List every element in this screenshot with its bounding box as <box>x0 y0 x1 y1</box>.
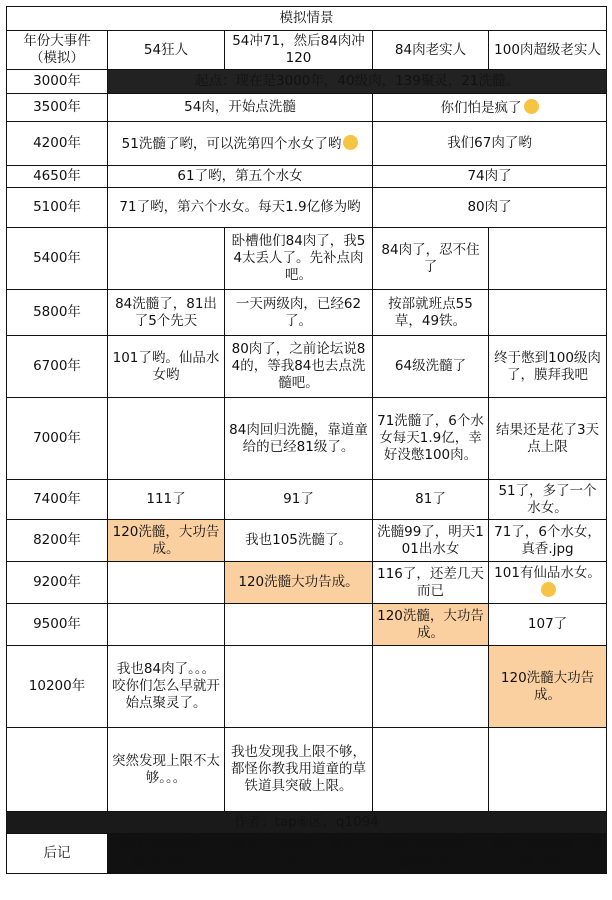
smirk-emoji-icon <box>541 582 556 597</box>
table-cell: 结果还是花了3天点上限 <box>489 398 607 480</box>
table-cell: 74肉了 <box>373 166 607 188</box>
table-cell <box>489 728 607 812</box>
table-cell: 91了 <box>225 480 373 520</box>
year-cell: 5400年 <box>7 228 108 290</box>
year-cell: 8200年 <box>7 520 108 562</box>
table-cell: 116了，还差几天而已 <box>373 562 489 604</box>
table-cell <box>373 728 489 812</box>
footer-cell: 预计15000年，聚灵228。 <box>108 834 225 874</box>
table-cell <box>489 562 607 604</box>
table-cell: 我们67肉了哟 <box>373 122 607 166</box>
table-cell: 卧槽他们84肉了，我54太丢人了。先补点肉吧。 <box>225 228 373 290</box>
year-cell: 7400年 <box>7 480 108 520</box>
year-cell: 7000年 <box>7 398 108 480</box>
year-cell: 3500年 <box>7 94 108 122</box>
table-cell: 120洗髓大功告成。 <box>489 646 607 728</box>
table-cell: 一天两级肉，已经62了。 <box>225 290 373 336</box>
table-cell: 我也105洗髓了。 <box>225 520 373 562</box>
year-cell: 5100年 <box>7 188 108 228</box>
year-cell: 10200年 <box>7 646 108 728</box>
table-cell: 84肉回归洗髓，靠道童给的已经81级了。 <box>225 398 373 480</box>
table-cell: 71了，6个水女，真香.jpg <box>489 520 607 562</box>
table-cell: 107了 <box>489 604 607 646</box>
table-cell: 80肉了 <box>373 188 607 228</box>
header-col-54-to-71: 54冲71，然后84肉冲120 <box>225 31 373 70</box>
table-cell: 120洗髓大功告成。 <box>225 562 373 604</box>
table-cell: 111了 <box>108 480 225 520</box>
table-cell: 按部就班点55草，49铁。 <box>373 290 489 336</box>
year-cell: 5800年 <box>7 290 108 336</box>
footer-label: 后记 <box>7 834 108 874</box>
smirk-emoji-icon <box>524 99 539 114</box>
table-cell: 我也84肉了。。。咬你们怎么早就开始点聚灵了。 <box>108 646 225 728</box>
table-cell <box>108 122 373 166</box>
table-cell <box>108 562 225 604</box>
table-cell: 64级洗髓了 <box>373 336 489 398</box>
year-cell: 4650年 <box>7 166 108 188</box>
table-cell <box>373 646 489 728</box>
table-cell <box>108 398 225 480</box>
header-col-100-honest: 100肉超级老实人 <box>489 31 607 70</box>
author-bar: 作者：tap⑥区，q1094 <box>7 812 607 834</box>
table-cell: 我也发现我上限不够，都怪你教我用道童的草铁道具突破上限。 <box>225 728 373 812</box>
start-note-bar: 起点：现在是3000年，40级肉，139聚灵，21洗髓。 <box>108 70 607 94</box>
table-cell <box>373 94 607 122</box>
table-cell: 120洗髓，大功告成。 <box>373 604 489 646</box>
table-cell: 71洗髓了，6个水女每天1.9亿，幸好没憋100肉。 <box>373 398 489 480</box>
year-cell: 9500年 <box>7 604 108 646</box>
year-cell <box>7 728 108 812</box>
table-cell: 终于憋到100级肉了，膜拜我吧 <box>489 336 607 398</box>
year-cell: 4200年 <box>7 122 108 166</box>
table-cell <box>225 646 373 728</box>
year-cell: 6700年 <box>7 336 108 398</box>
year-cell: 3000年 <box>7 70 108 94</box>
footer-cell: 预计14600年，聚灵228。 <box>489 834 607 874</box>
table-cell: 突然发现上限不太够。。。 <box>108 728 225 812</box>
table-cell: 71了哟，第六个水女。每天1.9亿修为哟 <box>108 188 373 228</box>
table-cell: 洗髓99了，明天101出水女 <box>373 520 489 562</box>
smirk-emoji-icon <box>343 135 358 150</box>
table-cell-text: 你们怕是疯了 <box>440 99 522 116</box>
table-title: 模拟情景 <box>7 7 607 31</box>
table-cell <box>489 290 607 336</box>
footer-cell: 预计14400年，聚灵228。 <box>225 834 373 874</box>
table-cell: 120洗髓，大功告成。 <box>108 520 225 562</box>
year-cell: 9200年 <box>7 562 108 604</box>
table-cell-text: 51洗髓了哟，可以洗第四个水女了哟 <box>121 135 342 152</box>
header-year: 年份大事件（模拟） <box>7 31 108 70</box>
header-col-54-maniac: 54狂人 <box>108 31 225 70</box>
table-cell-text: 101有仙品水女。 <box>494 565 601 581</box>
table-cell <box>489 228 607 290</box>
table-cell: 84肉了，忍不住了 <box>373 228 489 290</box>
table-cell: 61了哟，第五个水女 <box>108 166 373 188</box>
table-cell: 81了 <box>373 480 489 520</box>
simulation-table <box>6 6 606 894</box>
footer-cell: 预计14400年，聚灵228。 <box>373 834 489 874</box>
table-cell <box>108 228 225 290</box>
table-cell: 84洗髓了，81出了5个先天 <box>108 290 225 336</box>
table-cell <box>225 604 373 646</box>
table-cell: 54肉，开始点洗髓 <box>108 94 373 122</box>
table-cell: 101了哟。仙品水女哟 <box>108 336 225 398</box>
header-col-84-honest: 84肉老实人 <box>373 31 489 70</box>
table-cell: 51了，多了一个水女。 <box>489 480 607 520</box>
table-cell: 80肉了，之前论坛说84的，等我84也去点洗髓吧。 <box>225 336 373 398</box>
table-cell <box>108 604 225 646</box>
